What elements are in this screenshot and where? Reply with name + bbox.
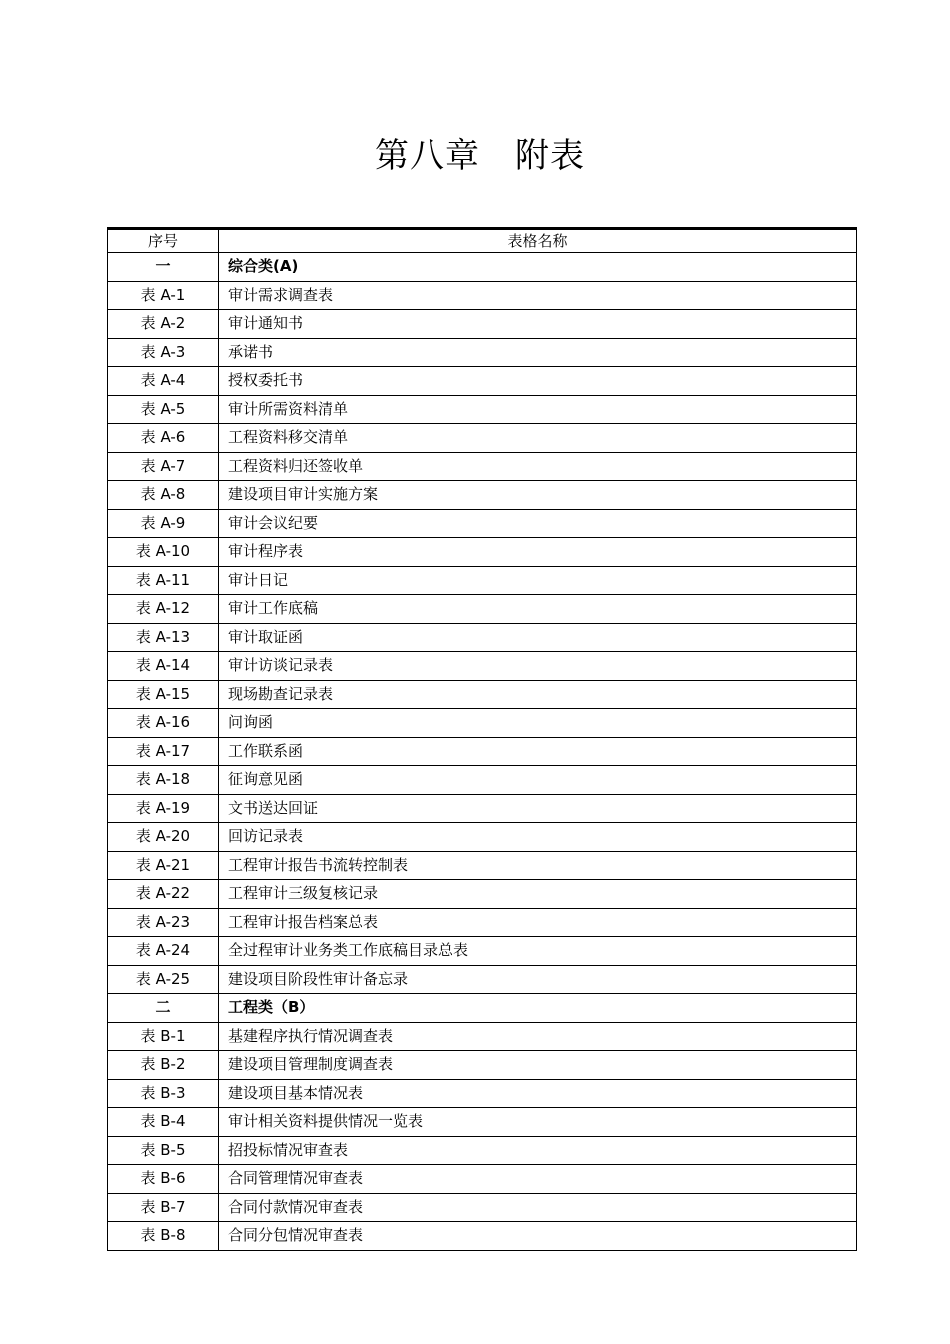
- form-name: 审计会议纪要: [219, 509, 857, 538]
- table-row: [108, 851, 857, 880]
- section-title: 工程类（B）: [219, 994, 857, 1023]
- form-name: 工程审计报告书流转控制表: [219, 851, 857, 880]
- section-number: 二: [108, 994, 219, 1023]
- table-row: [108, 452, 857, 481]
- form-number: 表 A-25: [108, 965, 219, 994]
- table-row: [108, 1165, 857, 1194]
- form-name: 问询函: [219, 709, 857, 738]
- table-row: [108, 538, 857, 567]
- form-number: 表 B-6: [108, 1165, 219, 1194]
- form-number: 表 A-10: [108, 538, 219, 567]
- page-title: 第八章 附表: [375, 136, 585, 176]
- table-row: [108, 937, 857, 966]
- section-row: [108, 253, 857, 282]
- form-number: 表 B-7: [108, 1193, 219, 1222]
- table-row: [108, 1022, 857, 1051]
- form-name: 工程资料移交清单: [219, 424, 857, 453]
- form-number: 表 A-24: [108, 937, 219, 966]
- table-row: [108, 395, 857, 424]
- form-name: 审计需求调查表: [219, 281, 857, 310]
- form-name: 全过程审计业务类工作底稿目录总表: [219, 937, 857, 966]
- form-name: 工程资料归还签收单: [219, 452, 857, 481]
- form-number: 表 A-17: [108, 737, 219, 766]
- form-name: 承诺书: [219, 338, 857, 367]
- form-name: 审计通知书: [219, 310, 857, 339]
- form-number: 表 B-1: [108, 1022, 219, 1051]
- table-row: [108, 709, 857, 738]
- form-name: 文书送达回证: [219, 794, 857, 823]
- table-row: [108, 680, 857, 709]
- table-row: [108, 509, 857, 538]
- table-row: [108, 623, 857, 652]
- form-name: 建设项目基本情况表: [219, 1079, 857, 1108]
- form-number: 表 B-3: [108, 1079, 219, 1108]
- form-name: 审计相关资料提供情况一览表: [219, 1108, 857, 1137]
- table-row: [108, 823, 857, 852]
- form-name: 基建程序执行情况调查表: [219, 1022, 857, 1051]
- form-name: 审计日记: [219, 566, 857, 595]
- form-number: 表 A-9: [108, 509, 219, 538]
- table-row: [108, 566, 857, 595]
- form-name: 审计所需资料清单: [219, 395, 857, 424]
- table-row: [108, 1193, 857, 1222]
- table-body: [108, 253, 857, 1251]
- form-name: 建设项目管理制度调查表: [219, 1051, 857, 1080]
- table-row: [108, 595, 857, 624]
- form-name: 合同分包情况审查表: [219, 1222, 857, 1251]
- section-number: 一: [108, 253, 219, 282]
- form-name: 授权委托书: [219, 367, 857, 396]
- table-row: [108, 1051, 857, 1080]
- form-number: 表 A-18: [108, 766, 219, 795]
- header-form-name: 表格名称: [219, 229, 857, 253]
- table-row: [108, 737, 857, 766]
- table-row: [108, 880, 857, 909]
- table-row: [108, 367, 857, 396]
- form-number: 表 A-13: [108, 623, 219, 652]
- form-name: 回访记录表: [219, 823, 857, 852]
- form-name: 审计工作底稿: [219, 595, 857, 624]
- form-number: 表 A-5: [108, 395, 219, 424]
- form-number: 表 A-4: [108, 367, 219, 396]
- form-name: 合同管理情况审查表: [219, 1165, 857, 1194]
- form-number: 表 A-19: [108, 794, 219, 823]
- header-serial-number: 序号: [108, 229, 219, 253]
- form-number: 表 A-23: [108, 908, 219, 937]
- table-row: [108, 310, 857, 339]
- table-row: [108, 1136, 857, 1165]
- table-row: [108, 281, 857, 310]
- form-number: 表 A-11: [108, 566, 219, 595]
- form-number: 表 A-21: [108, 851, 219, 880]
- form-number: 表 B-4: [108, 1108, 219, 1137]
- appendix-table: [107, 227, 857, 1251]
- form-number: 表 A-15: [108, 680, 219, 709]
- form-name: 工程审计三级复核记录: [219, 880, 857, 909]
- form-name: 现场勘查记录表: [219, 680, 857, 709]
- form-number: 表 A-7: [108, 452, 219, 481]
- form-number: 表 A-20: [108, 823, 219, 852]
- table-row: [108, 908, 857, 937]
- table-row: [108, 481, 857, 510]
- table-row: [108, 1079, 857, 1108]
- form-number: 表 A-3: [108, 338, 219, 367]
- form-number: 表 A-8: [108, 481, 219, 510]
- form-number: 表 A-16: [108, 709, 219, 738]
- form-name: 建设项目审计实施方案: [219, 481, 857, 510]
- form-number: 表 B-2: [108, 1051, 219, 1080]
- form-name: 审计取证函: [219, 623, 857, 652]
- table-header-row: [108, 229, 857, 253]
- form-name: 建设项目阶段性审计备忘录: [219, 965, 857, 994]
- section-row: [108, 994, 857, 1023]
- form-number: 表 A-14: [108, 652, 219, 681]
- form-number: 表 A-2: [108, 310, 219, 339]
- form-number: 表 A-22: [108, 880, 219, 909]
- form-name: 审计访谈记录表: [219, 652, 857, 681]
- form-name: 合同付款情况审查表: [219, 1193, 857, 1222]
- form-number: 表 B-8: [108, 1222, 219, 1251]
- form-name: 征询意见函: [219, 766, 857, 795]
- form-number: 表 B-5: [108, 1136, 219, 1165]
- table-row: [108, 1108, 857, 1137]
- form-name: 工程审计报告档案总表: [219, 908, 857, 937]
- form-number: 表 A-1: [108, 281, 219, 310]
- form-name: 招投标情况审查表: [219, 1136, 857, 1165]
- table-row: [108, 965, 857, 994]
- form-number: 表 A-12: [108, 595, 219, 624]
- form-name: 工作联系函: [219, 737, 857, 766]
- table-row: [108, 338, 857, 367]
- table-row: [108, 794, 857, 823]
- form-name: 审计程序表: [219, 538, 857, 567]
- table-row: [108, 766, 857, 795]
- table-row: [108, 424, 857, 453]
- section-title: 综合类(A): [219, 253, 857, 282]
- table-row: [108, 652, 857, 681]
- form-number: 表 A-6: [108, 424, 219, 453]
- table-row: [108, 1222, 857, 1251]
